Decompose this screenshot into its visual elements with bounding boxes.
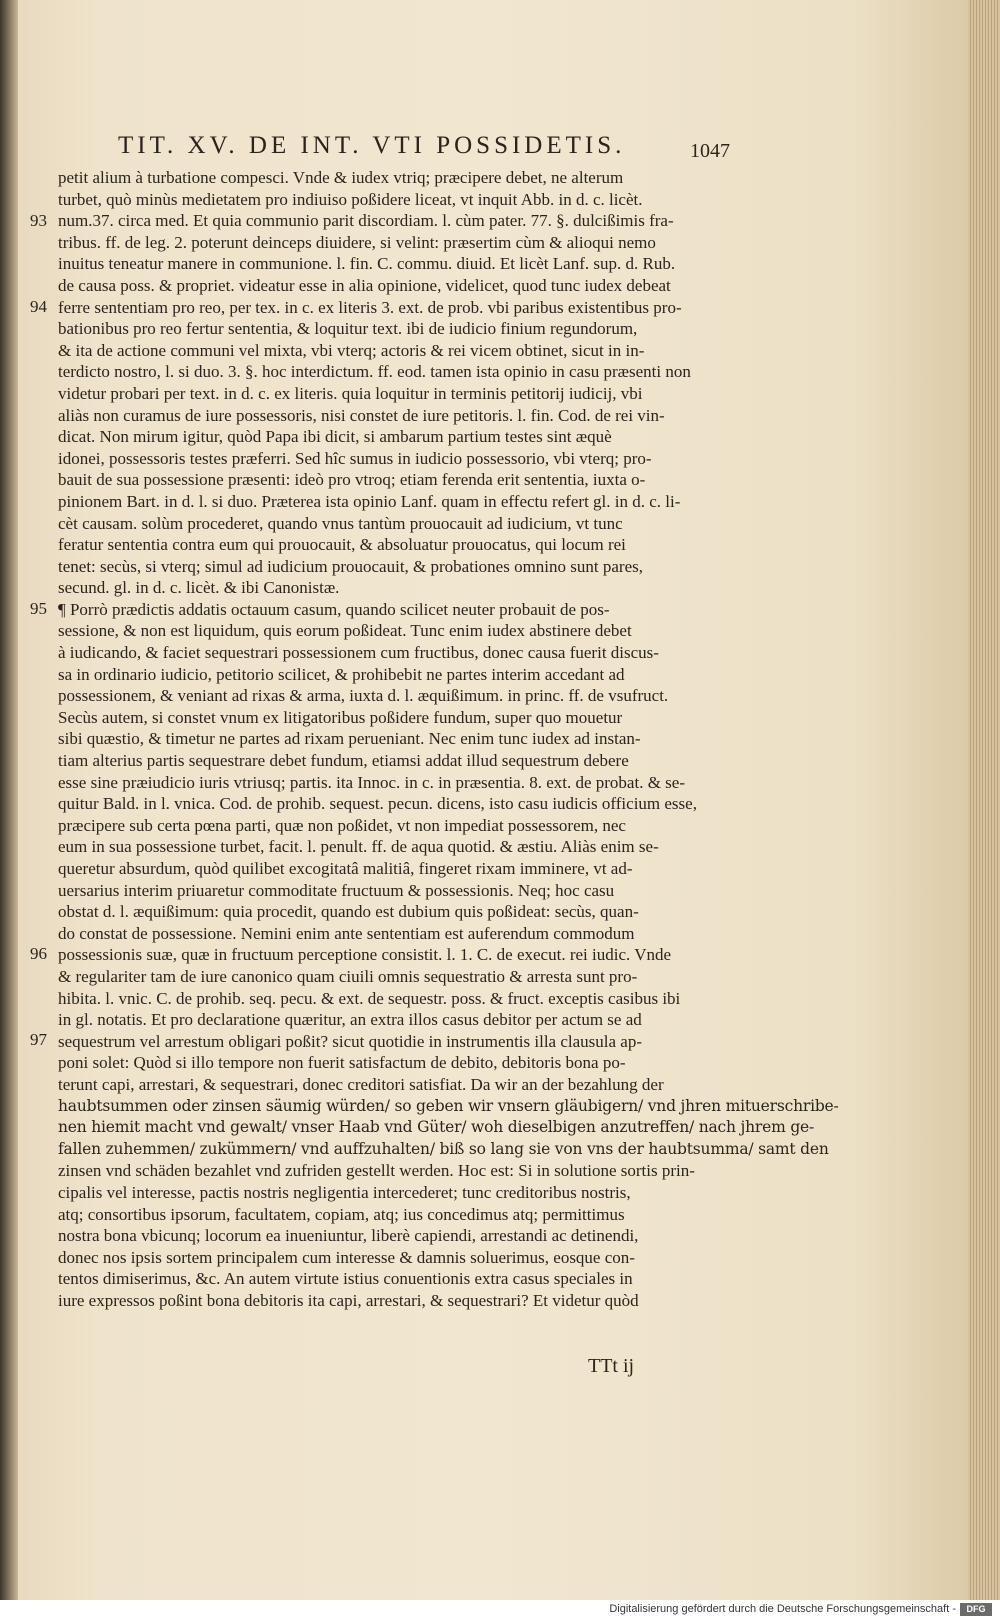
text-line: cipalis vel interesse, pactis nostris negligentia intercederet; tunc creditoribus nostris, bbox=[58, 1182, 631, 1202]
text-line: præcipere sub certa pœna parti, quæ non poßidet, vt non impediat possessorem, nec bbox=[58, 815, 626, 835]
running-head: TIT. XV. DE INT. VTI POSSIDETIS. bbox=[118, 132, 626, 159]
text-line: terdicto nostro, l. si duo. 3. §. hoc interdictum. ff. eod. tamen ista opinio in casu præsenti non bbox=[58, 362, 691, 382]
text-line: sequestrum vel arrestum obligari poßit? sicut quotidie in instrumentis illa clausula ap- bbox=[58, 1031, 643, 1051]
text-line: queretur absurdum, quòd quilibet excogitatâ malitiâ, fingeret rixam imminere, vt ad- bbox=[58, 859, 633, 878]
text-line: tenet: secùs, si vterq; simul ad iudicium prouocauit, & probationes omnino sunt pares, bbox=[58, 556, 643, 576]
german-text-line: fallen zuhemmen/ zukümmern/ vnd auffzuhalten/ biß so lang sie von vns der haubtsumma/ samt den bbox=[58, 1139, 829, 1158]
margin-number: 93 bbox=[30, 211, 47, 230]
text-line: uersarius interim priuaretur commoditate fructuum & possessionis. Neq; hoc casu bbox=[58, 880, 615, 900]
text-line: tentos dimiserimus, &c. An autem virtute istius conuentionis extra casus speciales in bbox=[58, 1269, 633, 1289]
text-line: tribus. ff. de leg. 2. poterunt deinceps diuidere, si velint: præsertim cùm & alioqui nemo bbox=[58, 232, 656, 252]
text-line: aliàs non curamus de iure possessoris, nisi constet de iure petitoris. l. fin. Cod. de rei vin- bbox=[58, 405, 665, 425]
text-line: petit alium à turbatione compesci. Vnde & iudex vtriq; præcipere debet, ne alterum bbox=[58, 168, 624, 187]
text-line: videtur probari per text. in d. c. ex literis. quia loquitur in terminis petitorij iudicij, vbi bbox=[58, 383, 643, 403]
text-line: Secùs autem, si constet vnum ex litigatoribus poßidere fundum, super quo mouetur bbox=[58, 707, 623, 727]
text-line: do constat de possessione. Nemini enim ante sententiam est auferendum commodum bbox=[58, 923, 635, 943]
text-line: iure expressos poßint bona debitoris ita capi, arrestari, & sequestrari? Et videtur quòd bbox=[58, 1290, 639, 1310]
text-line: donec nos ipsis sortem principalem cum interesse & damnis soluerimus, eosque con- bbox=[58, 1247, 635, 1267]
text-line: quitur Bald. in l. vnica. Cod. de prohib. sequest. pecun. dicens, isto casu iudicis officium esse, bbox=[58, 794, 697, 814]
text-line: num.37. circa med. Et quia communio parit discordiam. l. cùm pater. 77. §. dulcißimis fra- bbox=[58, 211, 674, 231]
text-line: esse sine præiudicio iuris vtriusq; partis. ita Innoc. in c. in præsentia. 8. ext. de probat. & se- bbox=[58, 772, 685, 792]
body-text bbox=[58, 167, 839, 1311]
footer-bar bbox=[0, 1600, 1000, 1620]
text-line: inuitus teneatur manere in communione. l. fin. C. commu. diuid. Et licèt Lanf. sup. d. Rub. bbox=[58, 254, 676, 274]
text-line: poni solet: Quòd si illo tempore non fuerit satisfactum de debito, debitoris bona po- bbox=[58, 1053, 626, 1073]
page-gutter bbox=[0, 0, 18, 1600]
text-line: à iudicando, & faciet sequestrari possessionem cum fructibus, donec causa fuerit discus- bbox=[58, 643, 659, 663]
margin-number: 95 bbox=[30, 599, 47, 618]
text-line: secund. gl. in d. c. licèt. & ibi Canonistæ. bbox=[58, 578, 340, 598]
text-line: zinsen vnd schäden bezahlet vnd zufriden gestellt werden. Hoc est: Si in solutione sortis prin- bbox=[58, 1161, 695, 1181]
text-line: hibita. l. vnic. C. de prohib. seq. pecu. & ext. de sequestr. poss. & fruct. exceptis casibus ibi bbox=[58, 988, 681, 1008]
text-line: dicat. Non mirum igitur, quòd Papa ibi dicit, si ambarum partium testes sint æquè bbox=[58, 427, 612, 447]
text-line: & ita de actione communi vel mixta, vbi vterq; actoris & rei vicem obtinet, sicut in in- bbox=[58, 340, 645, 360]
text-line: feratur sententia contra eum qui prouocauit, & absoluatur prouocatus, qui locum rei bbox=[58, 535, 626, 555]
text-line: ferre sententiam pro reo, per tex. in c. ex literis 3. ext. de prob. vbi paribus existentibus pro- bbox=[58, 297, 682, 317]
signature-mark: TTt ij bbox=[588, 1355, 635, 1377]
german-text-line: haubtsummen oder zinsen säumig würden/ so geben wir vnsern gläubigern/ vnd jhren mituerschribe- bbox=[58, 1096, 839, 1115]
text-line: & regulariter tam de iure canonico quam ciuili omnis sequestratio & arresta sunt pro- bbox=[58, 966, 638, 986]
text-line: bauit de sua possessione præsenti: ideò pro vtroq; etiam ferenda erit sententia, iuxta o- bbox=[58, 470, 646, 490]
text-line: sa in ordinario iudicio, petitorio scilicet, & prohibebit ne partes interim accedant ad bbox=[58, 664, 625, 684]
text-line: in gl. notatis. Et pro declaratione quæritur, an extra illos casus debitor per actum se ad bbox=[58, 1010, 642, 1030]
margin-number: 94 bbox=[30, 297, 47, 316]
text-line: terunt capi, arrestari, & sequestrari, donec creditori satisfiat. Da wir an der bezahlung der bbox=[58, 1074, 664, 1094]
text-line: possessionem, & veniant ad rixas & arma, iuxta d. l. æquißimum. in princ. ff. de vsufruct. bbox=[58, 686, 669, 706]
funding-credit: Digitalisierung gefördert durch die Deutsche Forschungsgemeinschaft - bbox=[609, 1603, 956, 1615]
text-line: obstat d. l. æquißimum: quia procedit, quando est dubium quis poßideat: secùs, quan- bbox=[58, 902, 639, 922]
german-text-line: nen hiemit macht vnd gewalt/ vnser Haab vnd Güter/ woh dieselbigen anzutreffen/ nach jhrem ge- bbox=[58, 1118, 815, 1137]
text-line: tiam alterius partis sequestrare debet fundum, etiamsi addat illud sequestrum debere bbox=[58, 751, 629, 771]
page-number: 1047 bbox=[690, 140, 730, 162]
text-line: sibi quæstio, & timetur ne partes ad rixam perueniant. Nec enim tunc iudex ad instan- bbox=[58, 729, 641, 749]
text-line: nostra bona vbicunq; locorum ea inueniuntur, liberè capiendi, arrestandi ac detinendi, bbox=[58, 1226, 639, 1246]
text-line: atq; consortibus ipsorum, facultatem, copiam, atq; ius concedimus atq; permittimus bbox=[58, 1204, 625, 1224]
margin-number: 97 bbox=[30, 1030, 47, 1049]
text-line: eum in sua possessione turbet, facit. l. penult. ff. de aqua quotid. & æstiu. Aliàs enim se- bbox=[58, 837, 659, 857]
text-line: pinionem Bart. in d. l. si duo. Præterea ista opinio Lanf. quam in effectu refert gl. in d. c. li- bbox=[58, 491, 681, 511]
text-line: cèt causam. solùm procederet, quando vnus tantùm prouocauit ad iudicium, vt tunc bbox=[58, 513, 623, 533]
text-line: sessione, & non est liquidum, quis eorum poßideat. Tunc enim iudex abstinere debet bbox=[58, 621, 632, 641]
text-line: de causa poss. & propriet. videatur esse in alia opinione, videlicet, quod tunc iudex debeat bbox=[58, 275, 671, 295]
text-line: possessionis suæ, quæ in fructuum perceptione consistit. l. 1. C. de execut. rei iudic. Vnde bbox=[58, 945, 672, 965]
text-line: ¶ Porrò prædictis addatis octauum casum, quando scilicet neuter probauit de pos- bbox=[58, 599, 610, 619]
text-line: turbet, quò minùs medietatem pro indiuiso poßidere liceat, vt inquit Abb. in d. c. licèt. bbox=[58, 189, 643, 209]
page-edges bbox=[968, 0, 1000, 1600]
text-line: idonei, possessoris testes præferri. Sed hîc sumus in iudicio possessorio, vbi vterq; pro- bbox=[58, 448, 652, 468]
text-line: bationibus pro reo fertur sententia, & loquitur text. ibi de iudicio finium regundorum, bbox=[58, 319, 638, 339]
margin-number: 96 bbox=[30, 944, 47, 963]
dfg-logo-icon: DFG bbox=[960, 1603, 992, 1616]
